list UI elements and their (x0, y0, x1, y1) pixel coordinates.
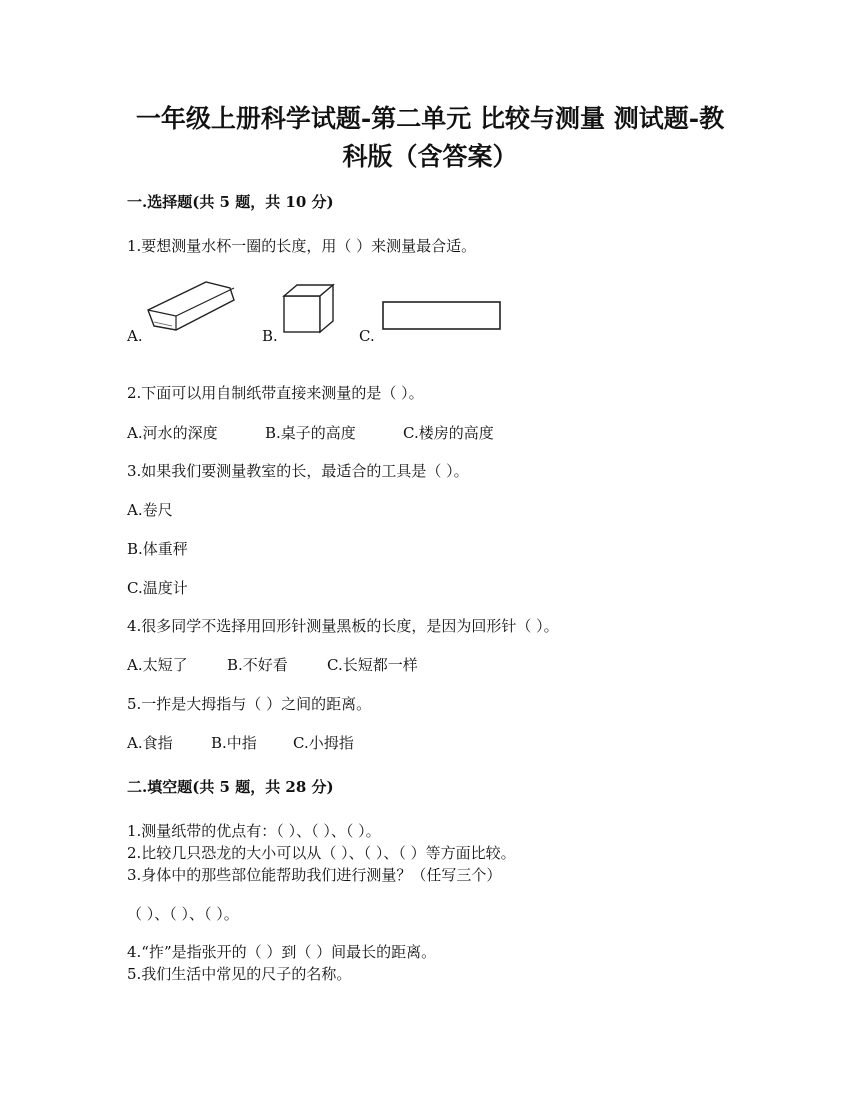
option-c: C.楼房的高度 (403, 424, 494, 442)
option-c: C.温度计 (127, 579, 188, 597)
question-2-2: 2.比较几只恐龙的大小可以从（ ）、（ ）、（ ）等方面比较。 (127, 844, 516, 862)
question-2-5: 5.我们生活中常见的尺子的名称。 (127, 965, 352, 983)
title-line-2: 科版（含答案） (342, 142, 518, 171)
option-a: A.卷尺 (127, 501, 173, 519)
section-2-heading: 二.填空题(共 5 题，共 28 分) (127, 778, 334, 796)
section-1-heading: 一.选择题(共 5 题，共 10 分) (127, 193, 334, 211)
option-a-label: A. (127, 327, 143, 345)
option-b: B.体重秤 (127, 540, 188, 558)
question-1-3: 3.如果我们要测量教室的长，最适合的工具是（ ）。 (127, 462, 469, 480)
option-b: B.不好看 (227, 656, 288, 674)
question-2-3: 3.身体中的那些部位能帮助我们进行测量？（任写三个） (127, 866, 502, 884)
option-c: C.长短都一样 (327, 656, 418, 674)
question-1-2: 2.下面可以用自制纸带直接来测量的是（ ）。 (127, 384, 424, 402)
title-line-1: 一年级上册科学试题-第二单元 比较与测量 测试题-教 (135, 104, 725, 133)
question-1-4-options (127, 654, 418, 675)
question-2-4: 4.“拃”是指张开的（ ）到（ ）间最长的距离。 (127, 943, 437, 961)
option-a: A.食指 (127, 734, 173, 752)
option-b-label: B. (262, 327, 278, 345)
page-title (100, 100, 760, 176)
question-1-1: 1.要想测量水杯一圈的长度，用（ ）来测量最合适。 (127, 237, 477, 255)
question-1-5: 5.一拃是大拇指与（ ）之间的距离。 (127, 695, 372, 713)
option-b: B.桌子的高度 (265, 424, 356, 442)
eraser-icon (146, 278, 238, 338)
paper-strip-icon (382, 301, 502, 331)
option-b: B.中指 (211, 734, 257, 752)
option-c: C.小拇指 (293, 734, 354, 752)
question-1-4: 4.很多同学不选择用回形针测量黑板的长度，是因为回形针（ ）。 (127, 617, 559, 635)
question-1-2-options (127, 422, 494, 443)
question-1-5-options (127, 732, 354, 753)
option-a: A.河水的深度 (127, 424, 218, 442)
option-a: A.太短了 (127, 656, 188, 674)
question-2-1: 1.测量纸带的优点有：（ ）、（ ）、（ ）。 (127, 822, 381, 840)
cube-icon (283, 284, 335, 334)
question-2-3-blanks: （ ）、（ ）、（ ）。 (127, 905, 239, 923)
option-c-label: C. (359, 327, 375, 345)
